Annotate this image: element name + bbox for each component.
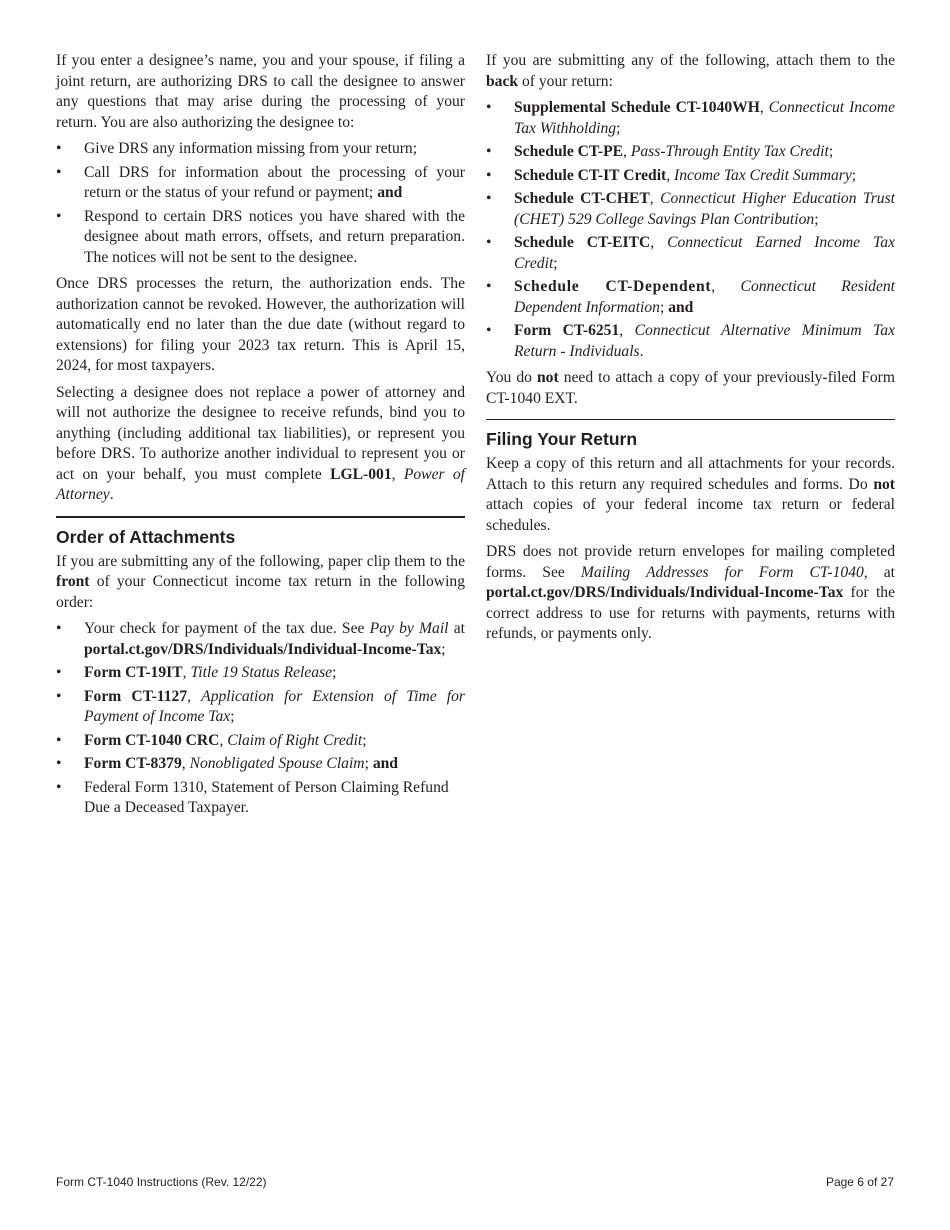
- list-item: • Schedule CT-IT Credit, Income Tax Credit Summary;: [486, 166, 895, 187]
- designee-intro: If you enter a designee’s name, you and your spouse, if filing a joint return, are authorizing DRS to call the designee to answer any questions that may arise during the processing of your return. You are also authorizing the designee to:: [56, 52, 465, 131]
- page-number: Page 6 of 27: [825, 1175, 894, 1189]
- back-attachments-list: [486, 98, 895, 362]
- list-item: • Form CT-1040 CRC, Claim of Right Credit;: [56, 731, 465, 752]
- designee-bullet-list: [56, 139, 465, 268]
- power-of-attorney-paragraph: Selecting a designee does not replace a power of attorney and will not authorize the designee to receive refunds, bind you to anything (including additional tax liabilities), or represent you before DRS. To authorize another individual to represent you or act on your behalf, you must complete LGL-001, Power of Attorney.: [56, 383, 465, 503]
- list-item: • Form CT-19IT, Title 19 Status Release;: [56, 663, 465, 684]
- list-item: • Federal Form 1310, Statement of Person Claiming Refund Due a Deceased Taxpayer.: [56, 778, 465, 819]
- list-item: • Schedule CT-CHET, Connecticut Higher Education Trust (CHET) 529 College Savings Plan Contribution;: [486, 189, 895, 230]
- list-item: • Schedule CT-PE, Pass-Through Entity Tax Credit;: [486, 142, 895, 163]
- left-column: [56, 51, 465, 825]
- list-item: • Supplemental Schedule CT-1040WH, Connecticut Income Tax Withholding;: [486, 98, 895, 139]
- list-item: • Form CT-1127, Application for Extension of Time for Payment of Income Tax;: [56, 687, 465, 728]
- form-revision-label: Form CT-1040 Instructions (Rev. 12/22): [56, 1175, 267, 1189]
- authorization-end-paragraph: Once DRS processes the return, the authorization ends. The authorization cannot be revoked. However, the authorization will automatically end no later than the due date (without regard to extensions) for filing your 2023 tax return. This is April 15, 2024, for most taxpayers.: [56, 275, 465, 374]
- list-item: • Give DRS any information missing from your return;: [56, 139, 465, 160]
- mailing-address-paragraph: DRS does not provide return envelopes for mailing completed forms. See Mailing Addresses for Form CT-1040, at portal.ct.gov/DRS/Individuals/Individual-Income-Tax for the correct address to use for returns with payments, returns with refunds, or payments only.: [486, 543, 895, 642]
- list-item: • Your check for payment of the tax due. See Pay by Mail at portal.ct.gov/DRS/Individuals/Individual-Income-Tax;: [56, 619, 465, 660]
- back-attachments-intro: If you are submitting any of the following, attach them to the back of your return:: [486, 52, 895, 90]
- filing-your-return-heading: Filing Your Return: [486, 429, 638, 449]
- portal-link[interactable]: portal.ct.gov/DRS/Individuals/Individual-Income-Tax: [84, 640, 442, 658]
- no-ext-attachment-note: You do not need to attach a copy of your previously-filed Form CT-1040 EXT.: [486, 369, 895, 407]
- list-item: • Schedule CT-EITC, Connecticut Earned Income Tax Credit;: [486, 233, 895, 274]
- section-divider: [486, 419, 895, 420]
- list-item: • Form CT-6251, Connecticut Alternative Minimum Tax Return - Individuals.: [486, 321, 895, 362]
- order-intro: If you are submitting any of the following, paper clip them to the front of your Connecticut income tax return in the following order:: [56, 552, 465, 611]
- list-item: • Respond to certain DRS notices you have shared with the designee about math errors, offsets, and return preparation. The notices will not be sent to the designee.: [56, 207, 465, 269]
- section-divider: [56, 516, 465, 518]
- right-column: [486, 51, 895, 651]
- list-item: • Form CT-8379, Nonobligated Spouse Claim; and: [56, 754, 465, 775]
- keep-copy-paragraph: Keep a copy of this return and all attachments for your records. Attach to this return any required schedules and forms. Do not attach copies of your federal income tax return or federal schedules.: [486, 455, 895, 534]
- list-item: • Schedule CT-Dependent, Connecticut Resident Dependent Information; and: [486, 277, 895, 318]
- list-item: • Call DRS for information about the processing of your return or the status of your refund or payment; and: [56, 163, 465, 204]
- front-attachments-list: [56, 619, 465, 819]
- order-of-attachments-heading: Order of Attachments: [56, 526, 236, 547]
- portal-link[interactable]: portal.ct.gov/DRS/Individuals/Individual-Income-Tax: [486, 584, 844, 601]
